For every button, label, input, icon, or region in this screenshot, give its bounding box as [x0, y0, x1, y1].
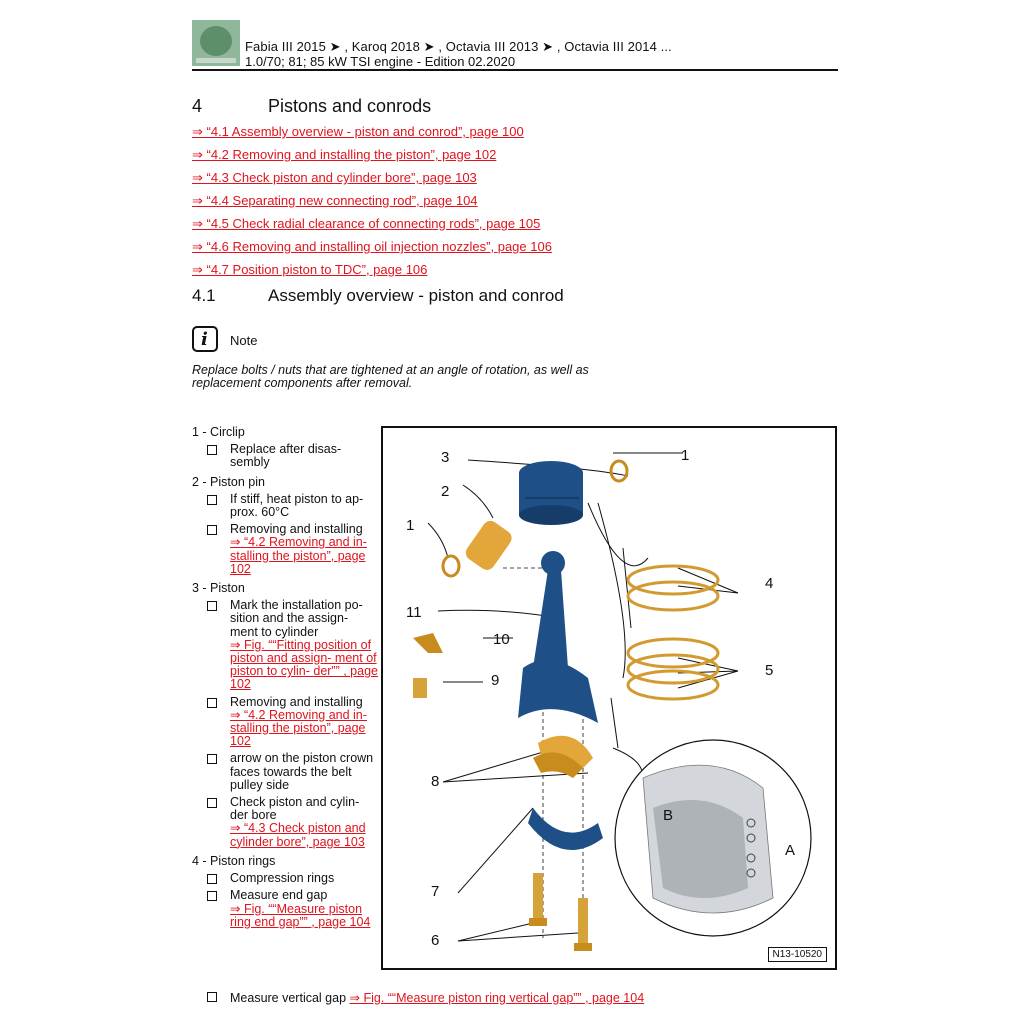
checkbox-icon [207, 891, 217, 901]
label-6: 6 [431, 932, 440, 949]
exploded-view-figure [381, 426, 837, 970]
label-1-right: 1 [681, 447, 690, 464]
link-removing-installing-piston[interactable]: ⇒ “4.2 Removing and in- stalling the piston”, page 102 [230, 535, 367, 576]
section-title: Pistons and conrods [268, 96, 432, 116]
brand-logo [192, 20, 240, 66]
toc-link-4-3[interactable]: ⇒ “4.3 Check piston and cylinder bore”, page 103 [192, 170, 477, 185]
label-A: A [785, 842, 796, 859]
note-text: Replace bolts / nuts that are tightened at an angle of rotation, as well as replacement components after removal. [192, 363, 589, 390]
label-1-left: 1 [406, 517, 415, 534]
label-B: B [663, 807, 674, 824]
subsection-title: Assembly overview - piston and conrod [268, 286, 564, 305]
link-check-piston-bore[interactable]: ⇒ “4.3 Check piston and cylinder bore”, page 103 [230, 821, 366, 849]
piston-conrod-diagram [383, 428, 839, 972]
label-4: 4 [765, 575, 774, 592]
link-fitting-position[interactable]: ⇒ Fig. ““Fitting position of piston and assign- ment of piston to cylin- der”” , page 102 [230, 637, 378, 692]
toc-link-4-2[interactable]: ⇒ “4.2 Removing and installing the piston”, page 102 [192, 147, 497, 162]
checkbox-icon [207, 874, 217, 884]
label-11: 11 [406, 604, 422, 621]
note-label: Note [230, 333, 258, 348]
legend-item-circlip: 1 - Circlip Replace after disas- sembly [192, 425, 342, 470]
legend-item-piston-pin: 2 - Piston pin If stiff, heat piston to ap- prox. 60°C Removing and installing ⇒ “4.2 Removing and in- stalling the piston”, page 102 [192, 476, 378, 576]
toc-link-4-1[interactable]: ⇒ “4.1 Assembly overview - piston and conrod”, page 100 [192, 124, 524, 139]
link-removing-installing-piston-2[interactable]: ⇒ “4.2 Removing and in- stalling the piston”, page 102 [230, 707, 367, 749]
label-9: 9 [491, 672, 500, 689]
figure-reference: N13-10520 [768, 947, 827, 962]
header-engine: 1.0/70; 81; 85 kW TSI engine - Edition 02.2020 [245, 54, 516, 69]
section-number: 4 [192, 96, 203, 116]
toc-link-4-4[interactable]: ⇒ “4.4 Separating new connecting rod”, page 104 [192, 193, 478, 208]
toc-link-4-7[interactable]: ⇒ “4.7 Position piston to TDC”, page 106 [192, 262, 428, 277]
label-5: 5 [765, 662, 774, 679]
checkbox-icon [207, 601, 217, 611]
checkbox-icon [207, 798, 217, 808]
checkbox-icon [207, 525, 217, 535]
checkbox-icon [207, 698, 217, 708]
checkbox-icon [207, 495, 217, 505]
checkbox-icon [207, 445, 217, 455]
link-ring-vertical-gap[interactable]: ⇒ Fig. ““Measure piston ring vertical gap”” , page 104 [349, 991, 645, 1005]
legend-item-piston-rings: 4 - Piston rings Compression rings Measure end gap ⇒ Fig. ““Measure piston ring end gap”” , page 104 [192, 855, 378, 929]
info-icon: i [192, 326, 218, 352]
label-10: 10 [493, 631, 510, 648]
label-2: 2 [441, 483, 450, 500]
label-8: 8 [431, 773, 440, 790]
vertical-gap-line: Measure vertical gap ⇒ Fig. ““Measure piston ring vertical gap”” , page 104 [192, 990, 644, 1005]
subsection-number: 4.1 [192, 286, 216, 305]
parts-legend [192, 426, 378, 929]
link-ring-end-gap[interactable]: ⇒ Fig. ““Measure piston ring end gap”” , page 104 [230, 901, 371, 929]
legend-item-piston: 3 - Piston Mark the installation po- sition and the assign- ment to cylinder ⇒ Fig. ““Fitting position of piston and assign- ment of piston to cylin- der”” , page 102 Removing and installing ⇒ “4.2 Removing and in- stalling the piston”, page 102 arrow on the piston crown faces towards the belt pulley side Check piston and cylin- der bore ⇒ “4.3 Check piston and cylinder bore”, page 103 [192, 581, 378, 849]
header-models: Fabia III 2015 ➤ , Karoq 2018 ➤ , Octavia III 2013 ➤ , Octavia III 2014 ... [245, 39, 672, 54]
label-3: 3 [441, 449, 450, 466]
label-7: 7 [431, 883, 440, 900]
checkbox-icon [207, 754, 217, 764]
toc-link-4-5[interactable]: ⇒ “4.5 Check radial clearance of connecting rods”, page 105 [192, 216, 541, 231]
toc-link-4-6[interactable]: ⇒ “4.6 Removing and installing oil injection nozzles”, page 106 [192, 239, 552, 254]
checkbox-icon [207, 992, 217, 1002]
header-divider [192, 69, 838, 71]
